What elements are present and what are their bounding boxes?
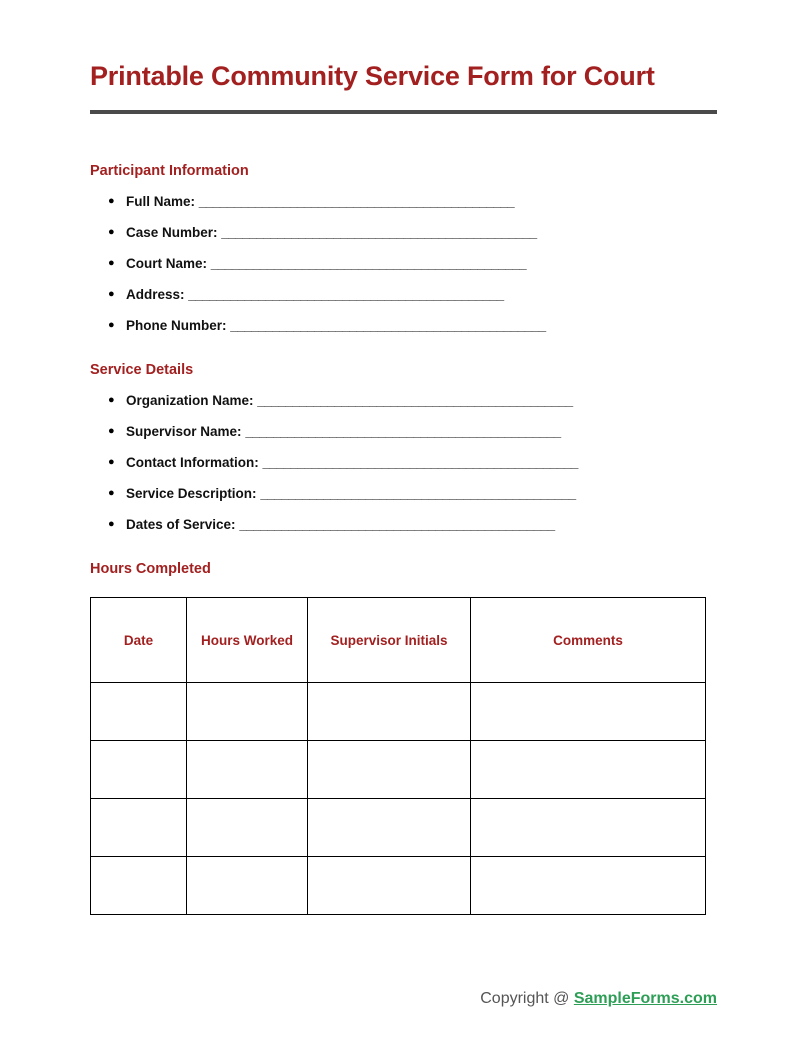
column-header-comments: Comments [471, 598, 706, 683]
cell-date[interactable] [91, 683, 187, 741]
list-item [126, 392, 717, 410]
field-blank-full-name: _____________________________________________ [198, 193, 515, 209]
cell-comments[interactable] [471, 683, 706, 741]
list-item [126, 255, 717, 273]
table-row [91, 857, 706, 915]
field-label-service-description: Service Description: [126, 486, 257, 502]
cell-hours-worked[interactable] [187, 741, 308, 799]
cell-date[interactable] [91, 741, 187, 799]
footer-copyright [0, 990, 717, 1008]
field-label-case-number: Case Number: [126, 224, 218, 240]
field-blank-phone-number: _____________________________________________ [230, 318, 546, 334]
cell-supervisor-initials[interactable] [308, 857, 471, 915]
field-label-supervisor-name: Supervisor Name: [126, 423, 242, 439]
field-label-address: Address: [126, 287, 185, 303]
cell-hours-worked[interactable] [187, 683, 308, 741]
field-label-organization-name: Organization Name: [126, 392, 254, 408]
brand-link[interactable]: SampleForms.com [573, 990, 717, 1007]
cell-date[interactable] [91, 799, 187, 857]
list-item [126, 454, 717, 472]
field-label-dates-of-service: Dates of Service: [126, 517, 236, 533]
document-content [90, 0, 717, 915]
field-blank-dates-of-service: _____________________________________________ [239, 517, 555, 533]
field-blank-contact-information: _____________________________________________ [262, 454, 578, 470]
field-blank-address: _____________________________________________ [188, 287, 504, 303]
cell-comments[interactable] [471, 741, 706, 799]
copyright-text: Copyright @ [480, 990, 574, 1007]
list-item [126, 193, 717, 211]
cell-supervisor-initials[interactable] [308, 683, 471, 741]
page-title: Printable Community Service Form for Court [90, 61, 655, 91]
cell-supervisor-initials[interactable] [308, 799, 471, 857]
cell-comments[interactable] [471, 799, 706, 857]
field-label-phone-number: Phone Number: [126, 318, 227, 334]
table-header [91, 598, 706, 683]
field-blank-service-description: _____________________________________________ [260, 486, 576, 502]
section-heading-service-details: Service Details [90, 361, 194, 378]
service-details-field-list [90, 392, 717, 535]
field-blank-court-name: _____________________________________________ [210, 256, 527, 272]
field-label-contact-information: Contact Information: [126, 454, 259, 470]
list-item [126, 317, 717, 335]
participant-information-field-list [90, 193, 717, 336]
cell-supervisor-initials[interactable] [308, 741, 471, 799]
field-blank-case-number: _____________________________________________ [221, 224, 537, 240]
table-row [91, 741, 706, 799]
list-item [126, 286, 717, 304]
section-heading-participant-information: Participant Information [90, 162, 249, 179]
column-header-date: Date [91, 598, 187, 683]
column-header-supervisor-initials: Supervisor Initials [308, 598, 471, 683]
cell-comments[interactable] [471, 857, 706, 915]
cell-hours-worked[interactable] [187, 857, 308, 915]
list-item [126, 485, 717, 503]
title-divider [90, 110, 717, 114]
cell-date[interactable] [91, 857, 187, 915]
section-heading-hours-completed: Hours Completed [90, 560, 211, 577]
field-label-full-name: Full Name: [126, 193, 196, 209]
table-row [91, 799, 706, 857]
list-item [126, 224, 717, 242]
hours-completed-table [90, 597, 706, 915]
table-header-row [91, 598, 706, 683]
list-item [126, 423, 717, 441]
table-row [91, 683, 706, 741]
field-label-court-name: Court Name: [126, 256, 208, 272]
table-body [91, 683, 706, 915]
field-blank-organization-name: _____________________________________________ [257, 392, 573, 408]
cell-hours-worked[interactable] [187, 799, 308, 857]
field-blank-supervisor-name: _____________________________________________ [245, 423, 561, 439]
list-item [126, 516, 717, 534]
column-header-hours-worked: Hours Worked [187, 598, 308, 683]
